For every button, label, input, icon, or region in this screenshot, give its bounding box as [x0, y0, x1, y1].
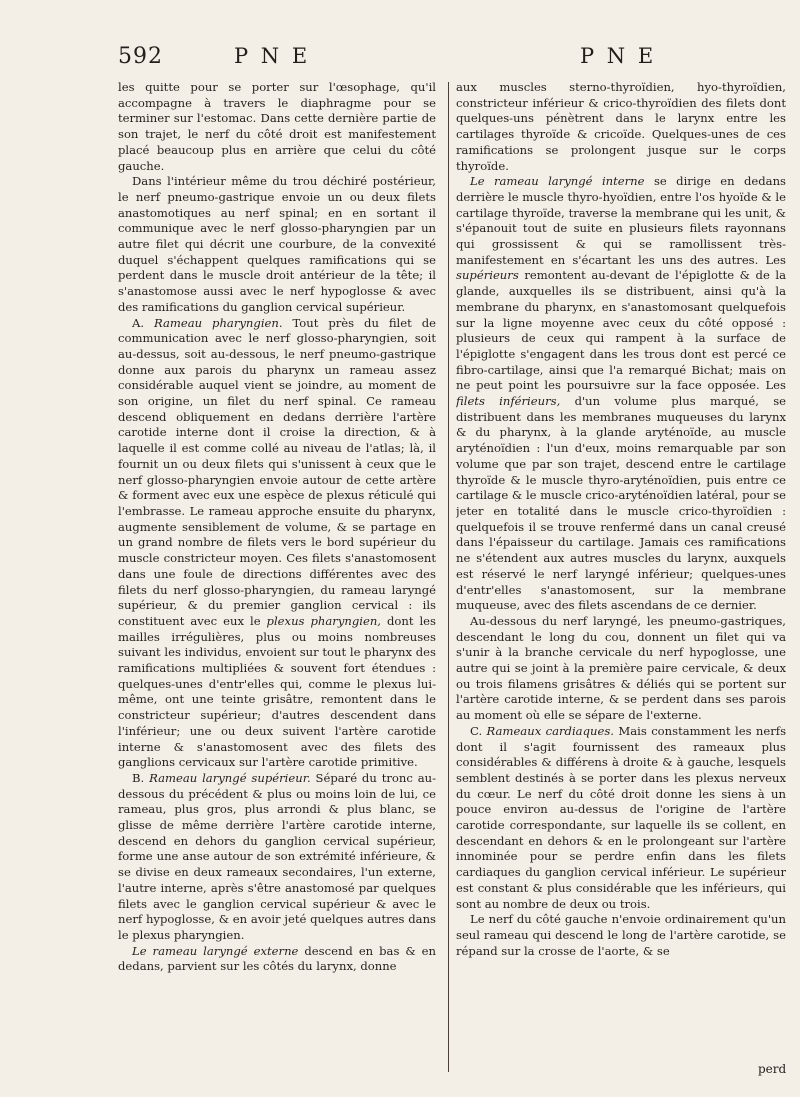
paragraph-section-a [118, 316, 436, 771]
paragraph [456, 174, 786, 614]
paragraph: Au-dessous du nerf laryngé, les pneumo-gastriques, descendant le long du cou, donnent un filet qui va s'unir à la branche cervicale du nerf hypoglosse, une autre qui se joint à la première paire cervicale, & deux ou trois filamens grisâtres & déliés qui se portent sur l'artère carotide interne, & se perdent dans ses parois au moment où elle se sépare de l'externe. [456, 613, 786, 723]
paragraph [118, 944, 436, 975]
paragraph-text: Séparé du tronc au-dessous du précédent & plus ou moins loin de lui, ce rameau, plus gros, plus arrondi & plus blanc, se glisse de même derrière l'artère carotide interne, descend en dehors du ganglion cervical supérieur, forme une anse autour de son extrémité inférieure, & se divise en deux rameaux secondaires, l'un externe, l'autre interne, après s'être anastomosé par quelques filets avec le ganglion cervical supérieur & avec le nerf hypoglosse, & en avoir jeté quelques autres dans le plexus pharyngien. [118, 770, 436, 942]
paragraph-text: descend en bas & en dedans, parvient sur les côtés du larynx, donne [118, 943, 436, 974]
page-number: 592 [118, 44, 163, 69]
paragraph-text: remontent au-devant de l'épiglotte & de la glande, auxquelles ils se distribuent, ainsi qu'à la membrane du pharynx, en s'anastomosant quelquefois sur la ligne moyenne avec ceux du côté opposé : plusieurs de ceux qui rampent à la surface de l'épiglotte s'engagent dans les trous dont est percé ce fibro-cartilage, ainsi que l'a remarqué Bichat; mais on ne peut point les poursuivre sur la face opposée. Les [456, 268, 786, 393]
paragraph-text: d'un volume plus marqué, se distribuent dans les membranes muqueuses du larynx & du pharynx, à la glande aryténoïde, au muscle aryténoïdien : l'un d'eux, moins remarquable par son volume que par son trajet, descend entre le cartilage thyroïde & le muscle thyro-aryténoïdien, puis entre ce cartilage & le muscle crico-aryténoïdien latéral, pour se jeter en totalité dans le muscle crico-thyroïdien : quelquefois il se trouve renfermé dans un canal creusé dans l'épaisseur du cartilage. Jamais ces ramifications ne s'étendent aux autres muscles du larynx, auxquels est réservé le nerf laryngé inférieur; quelques-unes d'entr'elles s'anastomosent, sur la membrane muqueuse, avec des filets ascendans de ce dernier. [456, 394, 786, 613]
left-column [118, 80, 436, 1080]
running-head-left: P N E [234, 44, 311, 68]
section-heading: Rameau pharyngien. [153, 315, 283, 330]
paragraph: les quitte pour se porter sur l'œsophage, qu'il accompagne à travers le diaphragme pour se terminer sur l'estomac. Dans cette dernière partie de son trajet, le nerf du côté droit est manifestement placé beaucoup plus en arrière que celui du côté gauche. [118, 80, 436, 173]
paragraph-section-c [456, 724, 786, 912]
italic-term: supérieurs [456, 268, 519, 283]
subsection-heading: Le rameau laryngé externe [132, 943, 299, 958]
section-label: A. [132, 315, 145, 330]
section-label: B. [132, 770, 145, 785]
right-column [456, 80, 786, 1080]
paragraph: Dans l'intérieur même du trou déchiré postérieur, le nerf pneumo-gastrique envoie un ou deux filets anastomotiques au nerf spinal; en en sortant il communique avec le nerf glosso-pharyngien par un autre filet qui décrit une courbure, de la convexité duquel s'échappent quelques ramifications qui se perdent dans le muscle droit antérieur de la tête; il s'anastomose aussi avec le nerf hypoglosse & avec des ramifications du ganglion cervical supérieur. [118, 174, 436, 314]
subsection-heading: Le rameau laryngé interne [470, 174, 645, 189]
paragraph-text: se dirige en dedans derrière le muscle thyro-hyoïdien, entre l'os hyoïde & le cartilage thyroïde, traverse la membrane qui les unit, & s'épanouit tout de suite en plusieurs filets rayonnans qui grossissent & qui se ramollissent très-manifestement en s'écartant les uns des autres. Les [456, 174, 786, 267]
section-heading: Rameau laryngé supérieur. [149, 770, 311, 785]
catchword: perd [758, 1062, 787, 1076]
paragraph-text: Mais constamment les nerfs dont il s'agit fournissent des rameaux plus considérables & différens à droite & à gauche, lesquels semblent destinés à se porter dans les plexus nerveux du cœur. Le nerf du côté droit donne les siens à un pouce environ au-dessus de l'origine de l'artère carotide correspondante, sur laquelle ils se collent, en descendant en dehors & en le prolongeant sur l'artère innominée pour se perdre enfin dans les filets cardiaques du ganglion cervical inférieur. Le supérieur est constant & plus considérable que les inférieurs, qui sont au nombre de deux ou trois. [456, 723, 786, 911]
italic-term: filets inférieurs, [456, 394, 561, 409]
paragraph-text: dont les mailles irrégulières, plus ou moins nombreuses suivant les individus, envoient sur tout le pharynx des ramifications multipliées & souvent fort étendues : quelques-unes d'entr'elles qui, comme le plexus lui-même, ont une teinte grisâtre, remontent dans le constricteur supérieur; d'autres descendent dans l'inférieur; une ou deux suivent l'artère carotide interne & s'anastomosent avec des filets des ganglions cervicaux sur l'artère carotide primitive. [118, 613, 436, 770]
section-heading: Rameaux cardiaques. [486, 723, 614, 738]
section-label: C. [470, 723, 483, 738]
running-head-right: P N E [580, 44, 657, 68]
paragraph: Le nerf du côté gauche n'envoie ordinairement qu'un seul rameau qui descend le long de l'artère carotide, se répand sur la crosse de l'aorte, & se [456, 912, 786, 958]
paragraph-section-b [118, 771, 436, 944]
italic-term: plexus pharyngien, [266, 613, 381, 628]
paragraph: aux muscles sterno-thyroïdien, hyo-thyroïdien, constricteur inférieur & crico-thyroïdien des filets dont quelques-uns pénètrent dans le larynx entre les cartilages thyroïde & cricoïde. Quelques-unes de ces ramifications se prolongent jusque sur le corps thyroïde. [456, 80, 786, 173]
column-divider [448, 82, 449, 1072]
paragraph-text: Tout près du filet de communication avec le nerf glosso-pharyngien, soit au-dessus, soit au-dessous, le nerf pneumo-gastrique donne aux parois du pharynx un rameau assez considérable auquel vient se joindre, au moment de son origine, un filet du nerf spinal. Ce rameau descend obliquement en dedans derrière l'artère carotide interne dont il croise la direction, & à laquelle il est comme collé au niveau de l'atlas; là, il fournit un ou deux filets qui s'unissent à ceux que le nerf glosso-pharyngien envoie autour de cette artère & forment avec eux une espèce de plexus réticulé qui l'embrasse. Le rameau approche ensuite du pharynx, augmente sensiblement de volume, & se partage en un grand nombre de filets vers le bord supérieur du muscle constricteur moyen. Ces filets s'anastomosent dans une foule de directions différentes avec des filets du nerf glosso-pharyngien, du rameau laryngé supérieur, & du premier ganglion cervical : ils constituent avec eux le [118, 315, 436, 628]
